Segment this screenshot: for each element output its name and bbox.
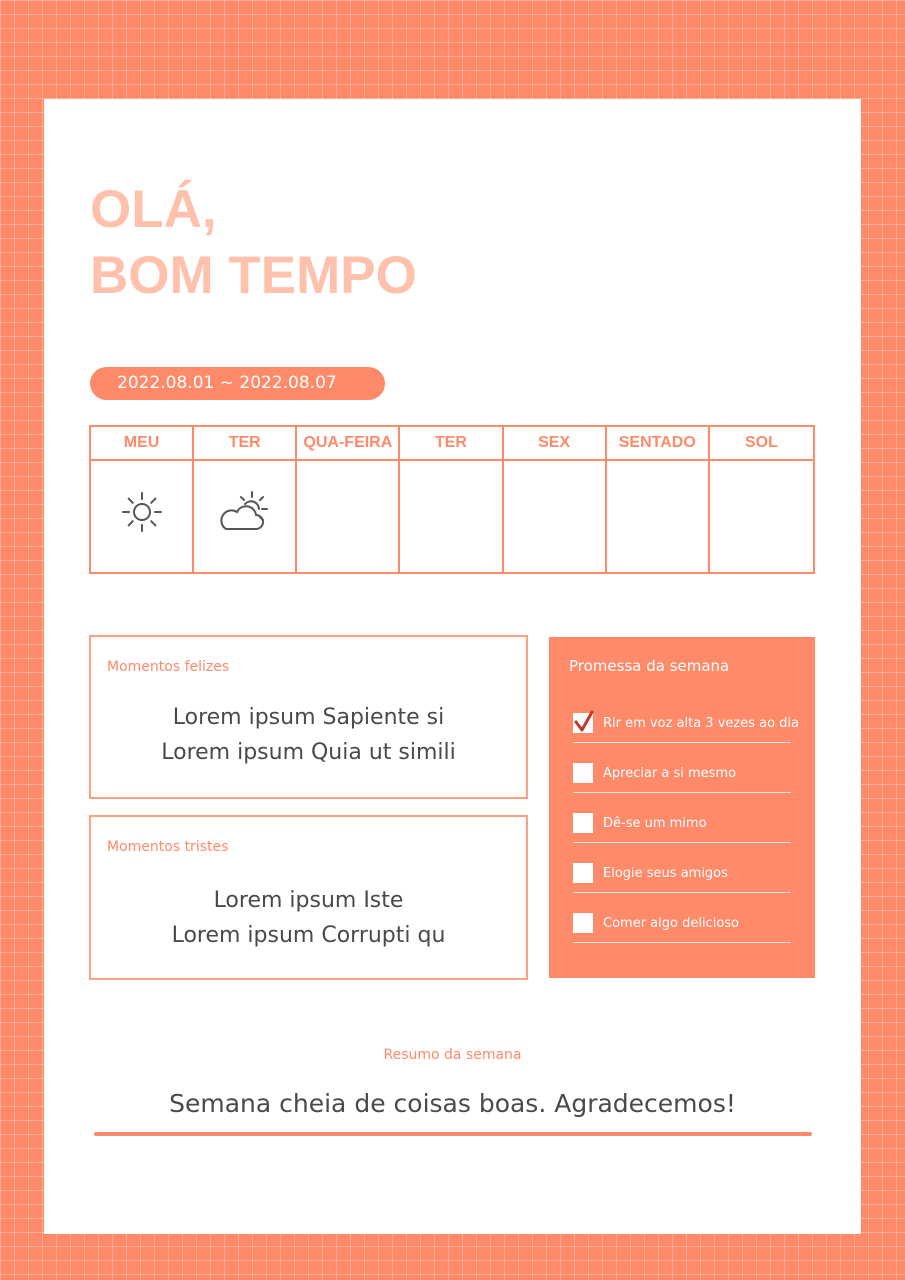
sad-line-2: Lorem ipsum Corrupti qu [171, 923, 446, 948]
weekly-summary-label: Resumo da semana [383, 1047, 522, 1063]
happy-line-1: Lorem ipsum Sapiente si [172, 705, 445, 730]
promise-item[interactable] [573, 707, 799, 743]
title-line-2: BOM TEMPO [90, 246, 417, 305]
page-title [90, 177, 417, 309]
happy-moments-label: Momentos felizes [107, 659, 230, 675]
sun-icon [119, 489, 165, 535]
promise-item-text: Rir em voz alta 3 vezes ao dia [603, 716, 799, 731]
weather-cell[interactable] [400, 461, 503, 572]
weather-cell[interactable] [710, 461, 813, 572]
promise-title: Promessa da semana [569, 657, 730, 675]
happy-moments-text [91, 700, 526, 770]
summary-underline [94, 1132, 812, 1136]
happy-moments-box[interactable] [89, 635, 528, 799]
promise-item-text: Comer algo delicioso [603, 916, 739, 931]
weekly-summary-text[interactable]: Semana cheia de coisas boas. Agradecemos! [169, 1089, 736, 1118]
weekly-promise-panel [549, 637, 815, 978]
weather-cell[interactable] [91, 461, 194, 572]
sad-line-1: Lorem ipsum Iste [213, 888, 404, 913]
weather-cell[interactable] [607, 461, 710, 572]
promise-item[interactable] [573, 857, 791, 893]
promise-checkbox[interactable] [573, 913, 593, 933]
sad-moments-text [91, 883, 526, 953]
sad-moments-label: Momentos tristes [107, 839, 229, 855]
partly-cloudy-icon [218, 489, 272, 535]
day-header: SENTADO [607, 427, 710, 461]
checkmark-icon [574, 710, 596, 734]
date-range-badge: 2022.08.01 ~ 2022.08.07 [90, 367, 385, 400]
weather-cell[interactable] [504, 461, 607, 572]
day-header: SEX [504, 427, 607, 461]
promise-item[interactable] [573, 807, 791, 843]
weekly-weather-table [89, 425, 815, 574]
promise-item[interactable] [573, 907, 791, 943]
sad-moments-box[interactable] [89, 815, 528, 980]
day-header: MEU [91, 427, 194, 461]
planner-sheet [44, 99, 861, 1234]
happy-line-2: Lorem ipsum Quia ut simili [161, 740, 456, 765]
weather-cell[interactable] [297, 461, 400, 572]
day-header: TER [400, 427, 503, 461]
promise-checkbox[interactable] [573, 763, 593, 783]
promise-item-text: Dê-se um mimo [603, 816, 707, 831]
promise-item-text: Apreciar a si mesmo [603, 766, 737, 781]
day-header: QUA-FEIRA [297, 427, 400, 461]
weather-cell[interactable] [194, 461, 297, 572]
promise-checkbox[interactable] [573, 813, 593, 833]
title-line-1: OLÁ, [90, 180, 217, 239]
promise-item-text: Elogie seus amigos [603, 866, 728, 881]
promise-checkbox[interactable] [573, 863, 593, 883]
day-header: TER [194, 427, 297, 461]
day-header: SOL [710, 427, 813, 461]
promise-checkbox[interactable] [573, 713, 593, 733]
promise-item[interactable] [573, 757, 791, 793]
